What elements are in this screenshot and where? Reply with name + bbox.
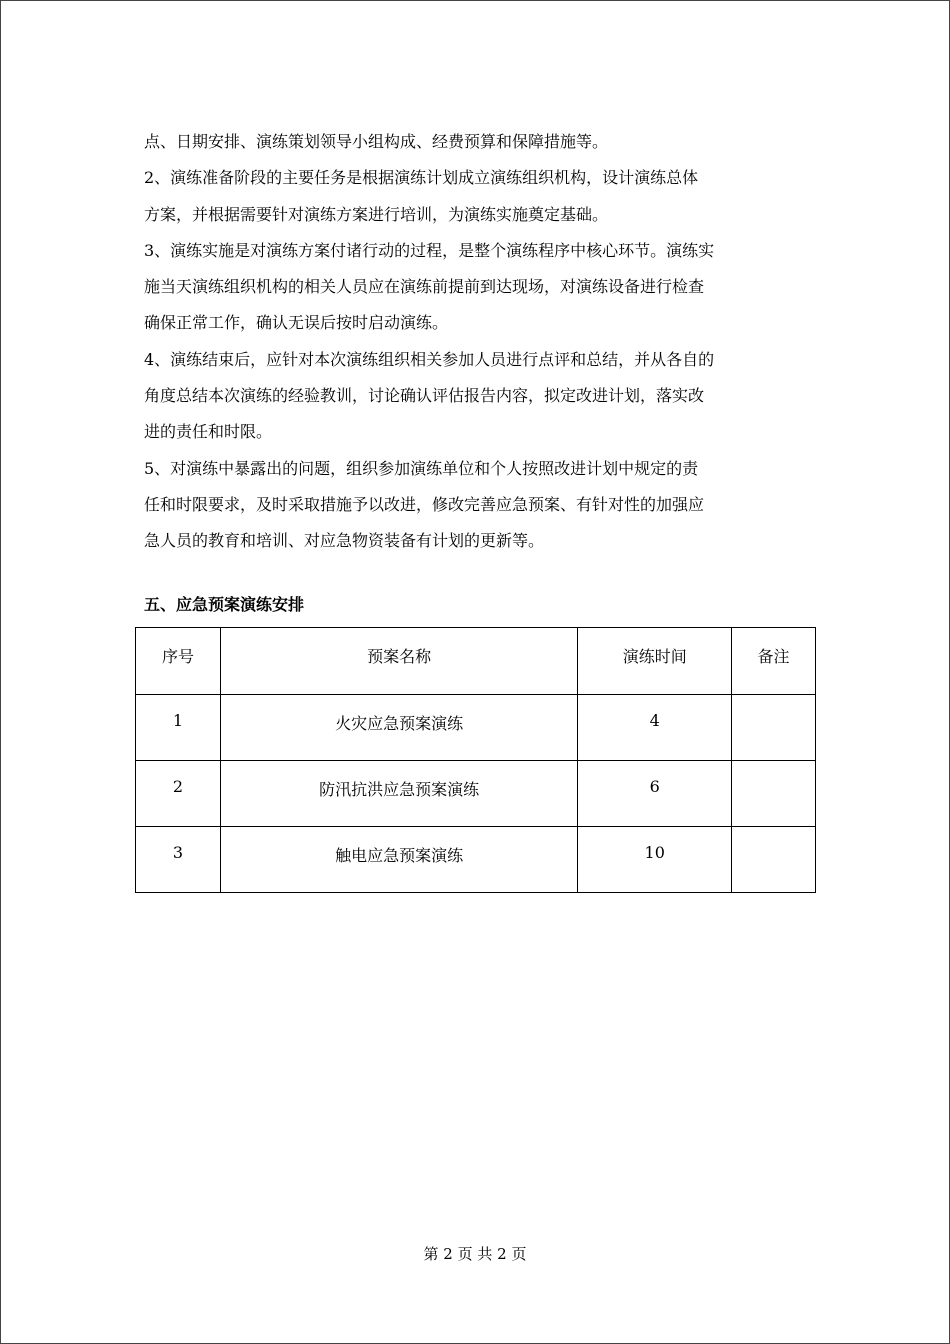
text-line: 5、对演练中暴露出的问题，组织参加演练单位和个人按照改进计划中规定的责 bbox=[144, 458, 699, 478]
cell-remarks bbox=[732, 761, 816, 827]
cell-drill-time: 6 bbox=[578, 761, 732, 827]
text-line: 任和时限要求，及时采取措施予以改进，修改完善应急预案、有针对性的加强应 bbox=[144, 494, 705, 514]
paragraph-item-5 bbox=[144, 451, 814, 560]
cell-drill-time: 4 bbox=[578, 695, 732, 761]
text-line: 2、演练准备阶段的主要任务是根据演练计划成立演练组织机构，设计演练总体 bbox=[144, 168, 699, 188]
paragraph-continuation bbox=[144, 124, 814, 160]
table-row bbox=[136, 695, 816, 761]
body-text bbox=[144, 124, 814, 560]
table-row bbox=[136, 761, 816, 827]
text-line: 进的责任和时限。 bbox=[144, 422, 273, 442]
paragraph-item-3 bbox=[144, 233, 814, 342]
cell-index: 1 bbox=[136, 695, 221, 761]
section-title: 五、应急预案演练安排 bbox=[144, 595, 305, 614]
header-plan-name: 预案名称 bbox=[220, 628, 577, 695]
cell-remarks bbox=[732, 827, 816, 893]
text-line: 施当天演练组织机构的相关人员应在演练前提前到达现场，对演练设备进行检查 bbox=[144, 277, 705, 297]
text-line: 方案，并根据需要针对演练方案进行培训，为演练实施奠定基础。 bbox=[144, 204, 609, 224]
cell-index: 2 bbox=[136, 761, 221, 827]
cell-index: 3 bbox=[136, 827, 221, 893]
text-line: 角度总结本次演练的经验教训，讨论确认评估报告内容，拟定改进计划，落实改 bbox=[144, 386, 705, 406]
header-drill-time: 演练时间 bbox=[578, 628, 732, 695]
text-line: 急人员的教育和培训、对应急物资装备有计划的更新等。 bbox=[144, 531, 545, 551]
cell-plan-name: 防汛抗洪应急预案演练 bbox=[220, 761, 577, 827]
cell-remarks bbox=[732, 695, 816, 761]
text-line: 3、演练实施是对演练方案付诸行动的过程，是整个演练程序中核心环节。演练实 bbox=[144, 240, 715, 260]
table-row bbox=[136, 827, 816, 893]
page-number-footer: 第 2 页 共 2 页 bbox=[423, 1245, 527, 1263]
paragraph-item-4 bbox=[144, 342, 814, 451]
header-remarks: 备注 bbox=[732, 628, 816, 695]
text-line: 点、日期安排、演练策划领导小组构成、经费预算和保障措施等。 bbox=[144, 132, 609, 151]
text-line: 4、演练结束后，应针对本次演练组织相关参加人员进行点评和总结，并从各自的 bbox=[144, 349, 715, 369]
cell-plan-name: 火灾应急预案演练 bbox=[220, 695, 577, 761]
text-line: 确保正常工作，确认无误后按时启动演练。 bbox=[144, 313, 449, 333]
drill-schedule-table bbox=[135, 627, 816, 893]
paragraph-item-2 bbox=[144, 160, 814, 233]
cell-plan-name: 触电应急预案演练 bbox=[220, 827, 577, 893]
cell-drill-time: 10 bbox=[578, 827, 732, 893]
header-index: 序号 bbox=[136, 628, 221, 695]
table-header-row bbox=[136, 628, 816, 695]
